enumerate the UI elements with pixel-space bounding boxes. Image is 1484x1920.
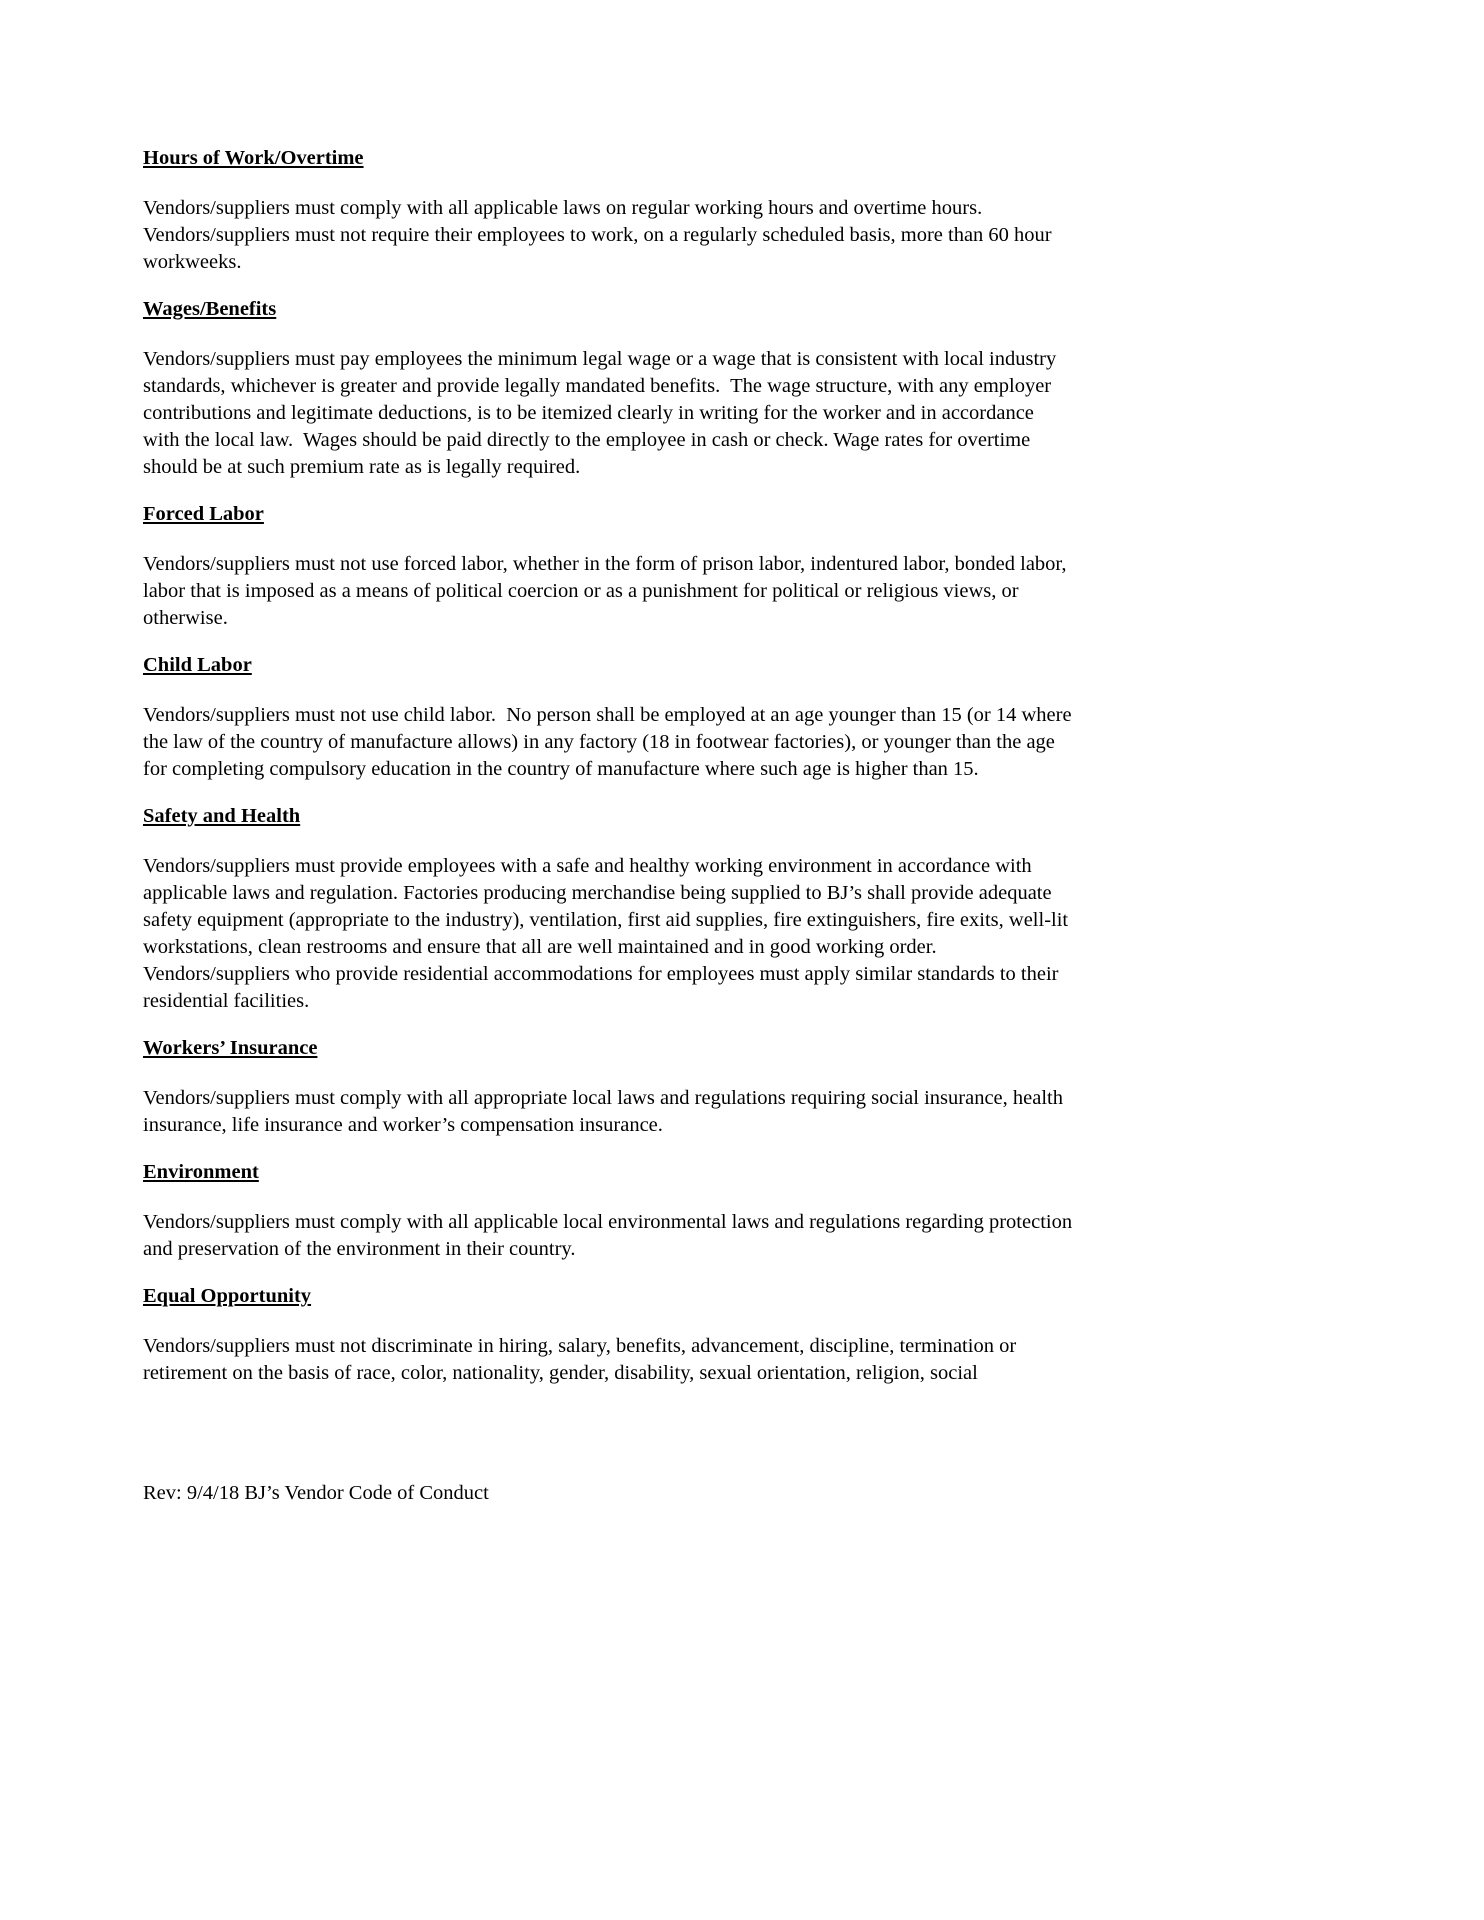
section-workers-insurance [143,1035,1075,1139]
section-heading: Wages/Benefits [143,298,277,320]
section-safety-and-health [143,803,1075,1015]
section-heading: Equal Opportunity [143,1285,312,1307]
section-paragraph: Vendors/suppliers must not use child labor. No person shall be employed at an age younger than 15 (or 14 where the law of the country of manufacture allows) in any factory (18 in footwear factories), or younger than the age for completing compulsory education in the country of manufacture where such age is higher than 15. [143,704,1077,780]
section-paragraph: Vendors/suppliers must comply with all applicable laws on regular working hours and overtime hours. Vendors/suppliers must not require their employees to work, on a regularly scheduled basis, more than 60 hour workweeks. [143,197,1057,273]
section-paragraph: Vendors/suppliers must comply with all applicable local environmental laws and regulations regarding protection and preservation of the environment in their country. [143,1211,1078,1260]
section-equal-opportunity [143,1283,1075,1387]
section-heading: Environment [143,1161,259,1183]
section-environment [143,1159,1078,1263]
section-paragraph: Vendors/suppliers must not use forced labor, whether in the form of prison labor, indentured labor, bonded labor, labor that is imposed as a means of political coercion or as a punishment for political or religious views, or otherwise. [143,553,1072,629]
section-forced-labor [143,501,1075,632]
document-content [143,145,1078,1407]
section-heading: Forced Labor [143,503,264,525]
section-paragraph: Vendors/suppliers must pay employees the minimum legal wage or a wage that is consistent with local industry standards, whichever is greater and provide legally mandated benefits. The wage structure, with any employer contributions and legitimate deductions, is to be itemized clearly in writing for the worker and in accordance with the local law. Wages should be paid directly to the employee in cash or check. Wage rates for overtime should be at such premium rate as is legally required. [143,348,1062,478]
section-paragraph: Vendors/suppliers must not discriminate in hiring, salary, benefits, advancement, discipline, termination or retirement on the basis of race, color, nationality, gender, disability, sexual orientation, religion, social [143,1335,1022,1384]
section-heading: Child Labor [143,654,252,676]
section-child-labor [143,652,1075,783]
section-heading: Safety and Health [143,805,301,827]
section-heading: Hours of Work/Overtime [143,147,364,169]
section-hours-of-work-overtime [143,145,1075,276]
section-wages-benefits [143,296,1075,481]
page-footer-revision: Rev: 9/4/18 BJ’s Vendor Code of Conduct [143,1482,489,1504]
section-paragraph: Vendors/suppliers must comply with all appropriate local laws and regulations requiring social insurance, health insurance, life insurance and worker’s compensation insurance. [143,1087,1069,1136]
section-paragraph: Vendors/suppliers must provide employees with a safe and healthy working environment in accordance with applicable laws and regulation. Factories producing merchandise being supplied to BJ’s shall provide adequate safety equipment (appropriate to the industry), ventilation, first aid supplies, fire extinguishers, fire exits, well-lit workstations, clean restrooms and ensure that all are well maintained and in good working order. Vendors/suppliers who provide residential accommodations for employees must apply similar standards to their residential facilities. [143,855,1074,1012]
section-heading: Workers’ Insurance [143,1037,318,1059]
